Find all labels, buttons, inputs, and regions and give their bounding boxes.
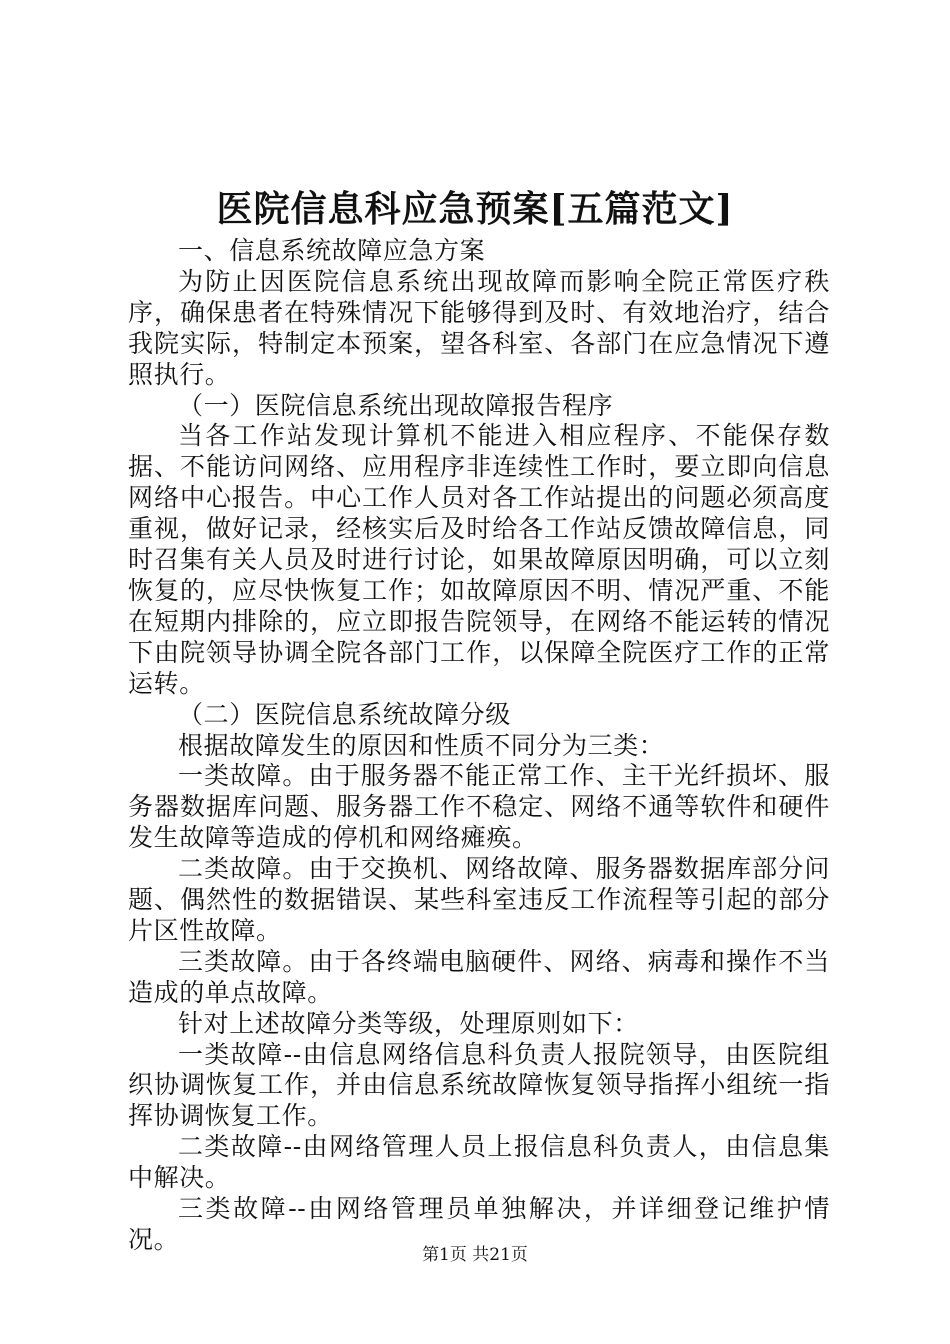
paragraph: 三类故障。由于各终端电脑硬件、网络、病毒和操作不当造成的单点故障。 — [128, 946, 830, 1007]
paragraph: 一类故障。由于服务器不能正常工作、主干光纤损坏、服务器数据库问题、服务器工作不稳定、网络不通等软件和硬件发生故障等造成的停机和网络瘫痪。 — [128, 761, 830, 853]
paragraph: 针对上述故障分类等级，处理原则如下： — [178, 1008, 639, 1038]
paragraph: 一类故障--由信息网络信息科负责人报院领导，由医院组织协调恢复工作，并由信息系统故障恢复领导指挥小组统一指挥协调恢复工作。 — [128, 1039, 830, 1131]
paragraph: 三类故障--由网络管理员单独解决，并详细登记维护情况。 — [128, 1194, 830, 1254]
paragraph: 二类故障。由于交换机、网络故障、服务器数据库部分问题、偶然性的数据错误、某些科室违反工作流程等引起的部分片区性故障。 — [128, 854, 830, 945]
section-heading: 一、信息系统故障应急方案 — [178, 236, 486, 265]
document-title: 医院信息科应急预案[五篇范文] — [216, 188, 734, 230]
page-footer: 第1页 共21页 — [422, 1245, 528, 1265]
paragraph: 二类故障--由网络管理人员上报信息科负责人，由信息集中解决。 — [128, 1132, 830, 1193]
subsection-heading: （一）医院信息系统出现故障报告程序 — [178, 390, 614, 420]
paragraph: 当各工作站发现计算机不能进入相应程序、不能保存数据、不能访问网络、应用程序非连续性工作时，要立即向信息网络中心报告。中心工作人员对各工作站提出的问题必须高度重视，做好记录，经核实后及时给各工作站反馈故障信息，同时召集有关人员及时进行讨论，如果故障原因明确，可以立刻恢复的，应尽快恢复工作；如故障原因不明、情况严重、不能在短期内排除的，应立即报告院领导，在网络不能运转的情况下由院领导协调全院各部门工作，以保障全院医疗工作的正常运转。 — [128, 421, 830, 698]
paragraph: 根据故障发生的原因和性质不同分为三类： — [178, 730, 665, 760]
document-body — [128, 236, 830, 1256]
paragraph: 为防止因医院信息系统出现故障而影响全院正常医疗秩序，确保患者在特殊情况下能够得到及时、有效地治疗，结合我院实际，特制定本预案，望各科室、各部门在应急情况下遵照执行。 — [128, 266, 830, 389]
subsection-heading: （二）医院信息系统故障分级 — [178, 699, 511, 729]
